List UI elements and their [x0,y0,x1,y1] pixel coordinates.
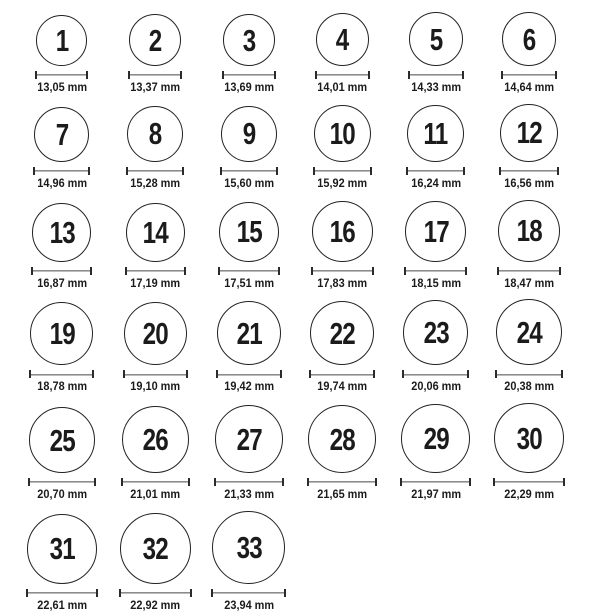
ring-size-number: 29 [423,421,449,457]
diameter-label: 15,92 mm [317,177,368,190]
ring-size-circle [409,12,463,66]
ring-size-circle [500,104,558,162]
ring-size-cell [15,12,109,96]
diameter-ruler [501,71,557,79]
diameter-ruler [26,589,98,597]
diameter-label: 22,29 mm [504,489,555,502]
diameter-ruler [218,267,280,275]
ring-size-number: 22 [329,315,355,351]
ring-size-number: 19 [49,316,75,352]
diameter-label: 21,01 mm [130,489,181,502]
ring-size-circle [308,405,376,473]
ring-size-number: 30 [516,420,542,456]
ring-size-circle [34,107,89,162]
ring-size-cell [483,104,577,192]
diameter-label: 19,42 mm [223,381,274,394]
ring-size-number: 3 [242,22,256,58]
diameter-label: 22,92 mm [130,599,181,612]
diameter-label: 19,10 mm [130,381,181,394]
ring-size-circle [217,301,281,365]
ring-size-number: 11 [423,115,448,151]
ring-size-circle [401,404,470,473]
diameter-label: 13,69 mm [223,82,274,94]
ring-size-number: 21 [236,315,262,351]
ring-size-cell [202,403,296,503]
diameter-ruler [119,589,192,597]
ring-size-number: 13 [49,214,75,250]
ring-size-circle [223,14,275,66]
ring-size-circle [122,406,189,473]
ring-size-circle [494,403,564,473]
ring-size-circle [316,13,369,66]
ring-size-cell [202,200,296,292]
diameter-ruler [408,71,464,79]
diameter-label: 14,01 mm [317,82,368,94]
diameter-ruler [121,478,190,486]
diameter-label: 18,78 mm [36,381,87,394]
ring-size-number: 12 [516,115,542,151]
ring-size-cell [202,299,296,395]
diameter-label: 14,96 mm [36,177,87,190]
diameter-ruler [497,267,561,275]
ring-size-circle [219,202,279,262]
ring-size-number: 8 [148,116,162,152]
ring-size-number: 17 [423,213,449,249]
ring-size-circle [215,405,283,473]
diameter-label: 16,87 mm [36,277,87,290]
ring-size-cell [202,511,296,614]
ring-size-number: 1 [55,23,69,58]
ring-size-number: 7 [55,116,69,152]
ring-size-number: 6 [522,21,536,57]
ring-size-cell [296,299,390,395]
ring-size-number: 25 [49,422,75,458]
diameter-label: 13,37 mm [130,82,181,94]
diameter-ruler [402,370,469,378]
diameter-ruler [28,478,96,486]
ring-size-number: 31 [49,531,75,567]
ring-size-number: 33 [236,529,262,565]
ring-size-circle [498,200,560,262]
diameter-ruler [404,267,467,275]
ring-size-cell [109,511,203,614]
ring-size-circle [32,203,91,262]
diameter-label: 13,05 mm [36,82,87,94]
ring-size-circle [496,299,562,365]
diameter-label: 20,38 mm [504,381,555,394]
ring-size-cell [15,403,109,503]
diameter-ruler [400,478,471,486]
diameter-ruler [406,167,465,175]
diameter-ruler [499,167,559,175]
diameter-ruler [214,478,284,486]
ring-size-cell [389,12,483,96]
ring-size-circle [36,15,87,66]
diameter-label: 19,74 mm [317,381,368,394]
diameter-label: 18,47 mm [504,277,555,290]
ring-size-cell [483,299,577,395]
ring-size-circle [407,105,464,162]
ring-size-cell [296,200,390,292]
diameter-ruler [125,267,186,275]
ring-size-cell [483,12,577,96]
diameter-label: 21,65 mm [317,489,368,502]
diameter-ruler [126,167,184,175]
diameter-label: 18,15 mm [410,277,461,290]
ring-size-cell [15,511,109,614]
diameter-ruler [309,370,375,378]
ring-size-cell [15,299,109,395]
ring-size-circle [312,201,373,262]
diameter-ruler [222,71,276,79]
ring-size-circle [403,300,468,365]
diameter-ruler [495,370,563,378]
diameter-label: 20,06 mm [410,381,461,394]
ring-size-cell [389,200,483,292]
ring-size-number: 20 [142,316,168,352]
ring-size-cell [389,299,483,395]
diameter-ruler [493,478,565,486]
diameter-ruler [123,370,188,378]
ring-size-circle [502,12,556,66]
diameter-ruler [128,71,182,79]
ring-size-number: 2 [148,22,162,58]
ring-size-number: 32 [142,530,168,566]
diameter-label: 14,64 mm [504,82,555,94]
ring-size-number: 27 [236,421,262,457]
diameter-ruler [220,167,278,175]
ring-size-circle [27,514,97,584]
diameter-label: 14,33 mm [410,82,461,94]
ring-size-cell [389,104,483,192]
ring-size-circle [129,14,181,66]
diameter-label: 15,28 mm [130,177,181,190]
ring-size-number: 24 [516,314,542,350]
ring-size-number: 23 [423,315,449,351]
diameter-ruler [211,589,286,597]
diameter-label: 23,94 mm [223,599,274,612]
ring-size-number: 5 [429,21,443,57]
ring-size-cell [109,104,203,192]
ring-size-circle [120,513,191,584]
ring-size-circle [314,105,371,162]
diameter-label: 17,51 mm [223,277,274,290]
ring-size-number: 18 [516,213,542,249]
diameter-label: 21,33 mm [223,489,274,502]
ring-size-cell [389,403,483,503]
diameter-label: 16,24 mm [410,177,461,190]
ring-size-cell [296,403,390,503]
ring-size-number: 16 [329,213,355,249]
diameter-label: 17,19 mm [130,277,181,290]
ring-size-cell [296,12,390,96]
diameter-ruler [307,478,377,486]
ring-size-number: 14 [142,214,168,250]
ring-size-cell [483,200,577,292]
ring-size-cell [296,104,390,192]
ring-size-circle [29,407,95,473]
ring-size-number: 4 [335,22,349,57]
ring-size-circle [221,106,277,162]
diameter-label: 20,70 mm [36,489,87,502]
diameter-label: 22,61 mm [36,599,87,612]
ring-size-number: 28 [329,421,355,457]
ring-size-circle [30,302,93,365]
ring-size-cell [202,12,296,96]
ring-size-number: 15 [236,214,262,250]
ring-size-circle [310,301,374,365]
ring-size-circle [405,201,466,262]
diameter-label: 16,56 mm [504,177,555,190]
ring-size-cell [109,200,203,292]
ring-size-cell [483,403,577,503]
ring-size-cell [109,403,203,503]
ring-size-circle [212,511,285,584]
diameter-ruler [33,167,90,175]
ring-size-number: 26 [142,422,168,458]
ring-size-cell [109,12,203,96]
ring-size-cell [109,299,203,395]
ring-size-number: 10 [329,115,355,151]
ring-size-circle [127,106,183,162]
diameter-ruler [216,370,282,378]
ring-size-circle [126,203,185,262]
diameter-label: 15,60 mm [223,177,274,190]
diameter-ruler [313,167,372,175]
diameter-label: 17,83 mm [317,277,368,290]
diameter-ruler [29,370,94,378]
diameter-ruler [315,71,370,79]
diameter-label: 21,97 mm [410,489,461,502]
ring-size-cell [15,104,109,192]
diameter-ruler [31,267,92,275]
diameter-ruler [311,267,374,275]
ring-size-cell [202,104,296,192]
ring-size-cell [15,200,109,292]
diameter-ruler [35,71,88,79]
ring-size-circle [124,302,187,365]
ring-size-number: 9 [242,116,256,152]
